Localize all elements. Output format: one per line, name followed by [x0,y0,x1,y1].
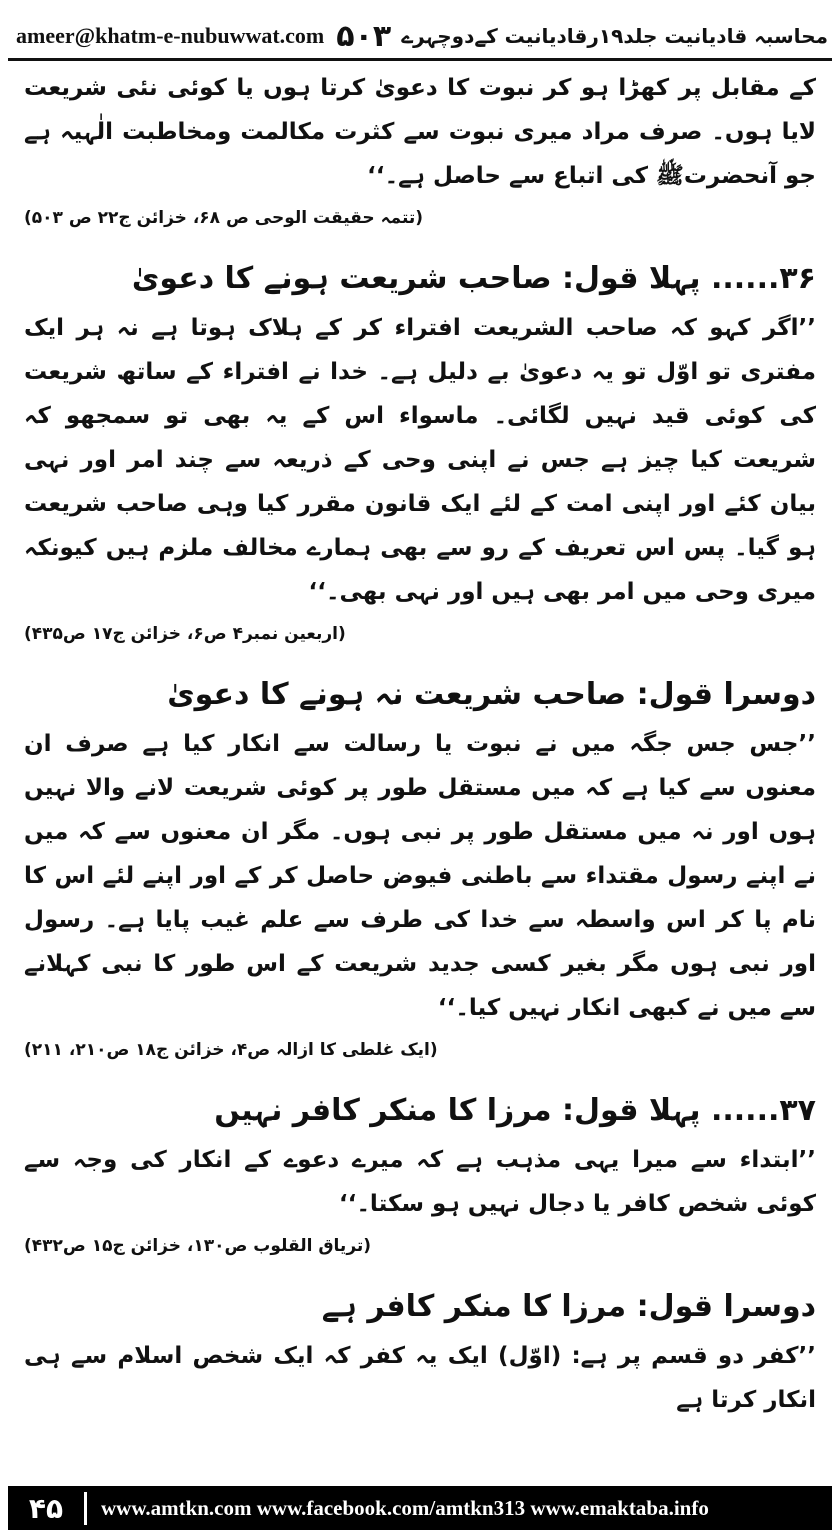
reference: (تریاق القلوب ص۱۳۰، خزائن ج۱۵ ص۴۳۲) [24,1236,372,1256]
section-heading: دوسرا قول: مرزا کا منکر کافر ہے [321,1289,816,1324]
paragraph: کے مقابل پر کھڑا ہو کر نبوت کا دعویٰ کرتا ہوں یا کوئی نئی شریعت لایا ہوں۔ صرف مراد میری نبوت سے کثرت مکالمت ومخاطبت الٰہیہ ہے جو آنحضرتﷺ کی اتباع سے حاصل ہے۔‘‘ [24,75,816,189]
footer-links: www.amtkn.com www.facebook.com/amtkn313 www.emaktaba.info [101,1495,709,1520]
reference: (اربعین نمبر۴ ص۶، خزائن ج۱۷ ص۴۳۵) [24,624,346,644]
paragraph: ’’کفر دو قسم پر ہے: (اوّل) ایک یہ کفر کہ ایک شخص اسلام سے ہی انکار کرتا ہے [24,1343,816,1413]
paragraph: ’’جس جس جگہ میں نے نبوت یا رسالت سے انکار کیا ہے صرف ان معنوں سے کیا ہے کہ میں مستقل طور پر کوئی شریعت لانے والا نہیں ہوں اور نہ میں مستقل طور پر نبی ہوں۔ مگر ان معنوں سے کہ میں نے اپنے رسول مقتداء سے باطنی فیوض حاصل کر کے اور اپنے لئے اس کا نام پا کر اس واسطہ سے خدا کی طرف سے علم غیب پایا ہے۔ رسول اور نبی ہوں مگر بغیر کسی جدید شریعت کے اس طور کا نبی کہلانے سے میں نے کبھی انکار نہیں کیا۔‘‘ [24,731,816,1021]
reference: (ایک غلطی کا ازالہ ص۴، خزائن ج۱۸ ص۲۱۰، ۲۱۱) [24,1040,438,1060]
paragraph: ’’اگر کہو کہ صاحب الشریعت افتراء کر کے ہلاک ہوتا ہے نہ ہر ایک مفتری تو اوّل تو یہ دعویٰ بے دلیل ہے۔ خدا نے افتراء کے ساتھ شریعت کی کوئی قید نہیں لگائی۔ ماسواء اس کے یہ بھی تو سمجھو کہ شریعت کیا چیز ہے جس نے اپنی وحی کے ذریعہ سے چند امر اور نہی بیان کئے اور اپنی امت کے لئے ایک قانون مقرر کیا وہی صاحب شریعت ہو گیا۔ پس اس تعریف کے رو سے بھی ہمارے مخالف ملزم ہیں کیونکہ میری وحی میں امر بھی ہیں اور نہی بھی۔‘‘ [24,315,816,605]
header-left [8,19,391,54]
page-footer [8,1486,832,1530]
reference: (تتمہ حقیقت الوحی ص ۶۸، خزائن ج۲۲ ص ۵۰۳) [24,208,424,228]
paragraph: ’’ابتداء سے میرا یہی مذہب ہے کہ میرے دعوے کے انکار کی وجہ سے کوئی شخص کافر یا دجال نہیں ہو سکتا۔‘‘ [24,1147,816,1217]
page-content [24,66,816,1422]
footer-page-number: ۴۵ [8,1492,87,1525]
section-heading: ۳۷...... پہلا قول: مرزا کا منکر کافر نہیں [214,1093,816,1128]
page-header [8,14,832,61]
section-heading: دوسرا قول: صاحب شریعت نہ ہونے کا دعویٰ [167,677,816,712]
header-book-title: محاسبہ قادیانیت جلد۱۹رقادیانیت کےدوچہرے [401,24,828,48]
section-heading: ۳۶...... پہلا قول: صاحب شریعت ہونے کا دعویٰ [131,261,816,296]
header-page-number: ۵۰۳ [336,18,392,54]
header-email: ameer@khatm-e-nubuwwat.com [16,23,325,48]
